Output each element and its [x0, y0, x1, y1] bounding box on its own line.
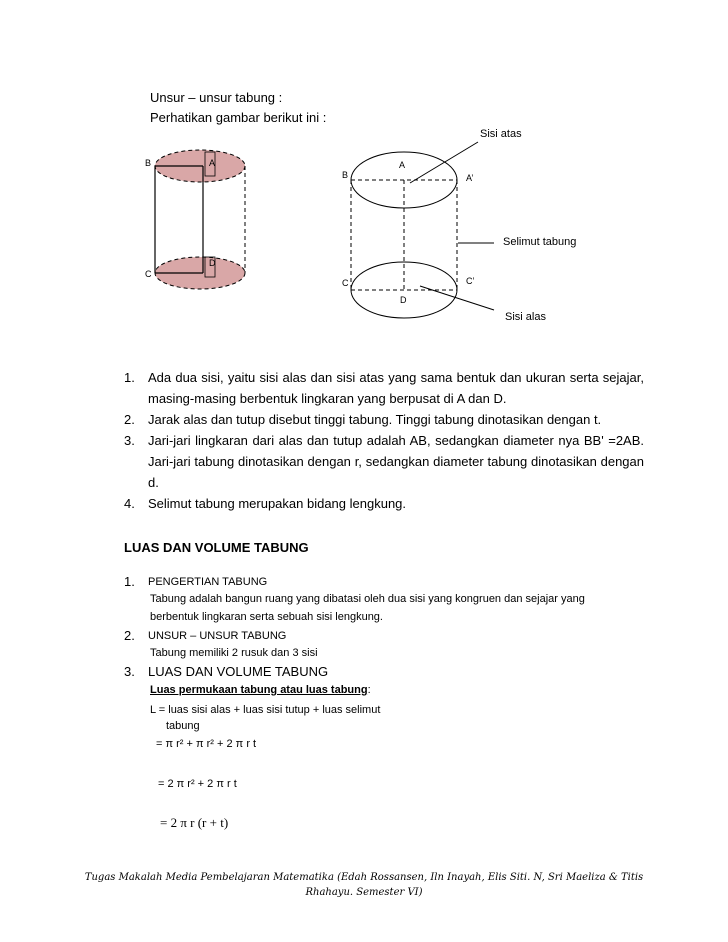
footer-line-1: Tugas Makalah Media Pembelajaran Matematika (Edah Rossansen, Iln Inayah, Elis Siti. N, Sri Maeliza & Titis [84, 872, 644, 883]
list-text: Ada dua sisi, yaitu sisi alas dan sisi atas yang sama bentuk dan ukuran serta sejajar, masing-masing berbentuk lingkaran yang berpusat di A dan D. [148, 370, 644, 406]
list-item [124, 409, 644, 430]
formula-line-5: = 2 π r (r + t) [160, 815, 229, 830]
list-text: Jari-jari lingkaran dari alas dan tutup adalah AB, sedangkan diameter nya BB' =2AB. Jari-jari tabung dinotasikan dengan r, sedangkan diameter tabung dinotasikan dengan d. [148, 433, 644, 490]
callout-selimut-tabung: Selimut tabung [503, 236, 577, 248]
formula-line-4: = 2 π r² + 2 π r t [158, 778, 237, 790]
left-label-c: C [145, 269, 152, 279]
right-label-c: C [342, 278, 349, 288]
list-text: Selimut tabung merupakan bidang lengkung. [148, 496, 407, 511]
item1-body-line1: Tabung adalah bangun ruang yang dibatasi oleh dua sisi yang kongruen dan sejajar yang [150, 593, 585, 605]
footer-line-2: Rhahayu. Semester VI) [305, 887, 423, 898]
item3-title: LUAS DAN VOLUME TABUNG [148, 664, 329, 679]
list-text: Jarak alas dan tutup disebut tinggi tabung. Tinggi tabung dinotasikan dengan t. [148, 412, 602, 427]
list-number: 3. [124, 433, 135, 448]
left-label-a: A [209, 158, 216, 168]
list-item [124, 367, 644, 409]
cylinder-right [351, 142, 494, 318]
item2-number: 2. [124, 628, 135, 643]
item3-subtitle-text: Luas permukaan tabung atau luas tabung [150, 684, 368, 696]
right-label-a: A [399, 160, 406, 170]
item3-number: 3. [124, 664, 135, 679]
item2-title: UNSUR – UNSUR TABUNG [148, 630, 287, 642]
cylinder-figures [0, 0, 728, 340]
item1-title: PENGERTIAN TABUNG [148, 576, 268, 588]
item1-number: 1. [124, 574, 135, 589]
callout-sisi-alas: Sisi alas [505, 311, 546, 323]
callout-sisi-atas: Sisi atas [480, 128, 522, 140]
right-label-d: D [400, 295, 407, 305]
right-label-a-prime: A’ [466, 173, 474, 183]
item2-body: Tabung memiliki 2 rusuk dan 3 sisi [150, 647, 318, 659]
list-number: 1. [124, 370, 135, 385]
list-number: 2. [124, 412, 135, 427]
formula-line-1: L = luas sisi alas + luas sisi tutup + luas selimut [150, 704, 381, 716]
right-label-b: B [342, 170, 349, 180]
formula-line-2: tabung [166, 720, 200, 732]
left-label-b: B [145, 158, 152, 168]
intro-line-2: Perhatikan gambar berikut ini : [150, 110, 327, 125]
item1-body-line2: berbentuk lingkaran serta sebuah sisi lengkung. [150, 611, 383, 623]
item3-subtitle [150, 684, 371, 696]
formula-line-3: = π r² + π r² + 2 π r t [156, 738, 257, 750]
list-number: 4. [124, 496, 135, 511]
section-heading: LUAS DAN VOLUME TABUNG [124, 540, 309, 555]
properties-list [124, 367, 644, 514]
item3-subtitle-colon: : [367, 684, 371, 696]
left-label-d: D [209, 258, 216, 268]
list-item [124, 493, 644, 514]
page-footer [80, 870, 648, 900]
intro-line-1: Unsur – unsur tabung : [150, 90, 283, 105]
cylinder-left [155, 150, 245, 289]
right-label-c-prime: C’ [466, 276, 475, 286]
list-item [124, 430, 644, 493]
